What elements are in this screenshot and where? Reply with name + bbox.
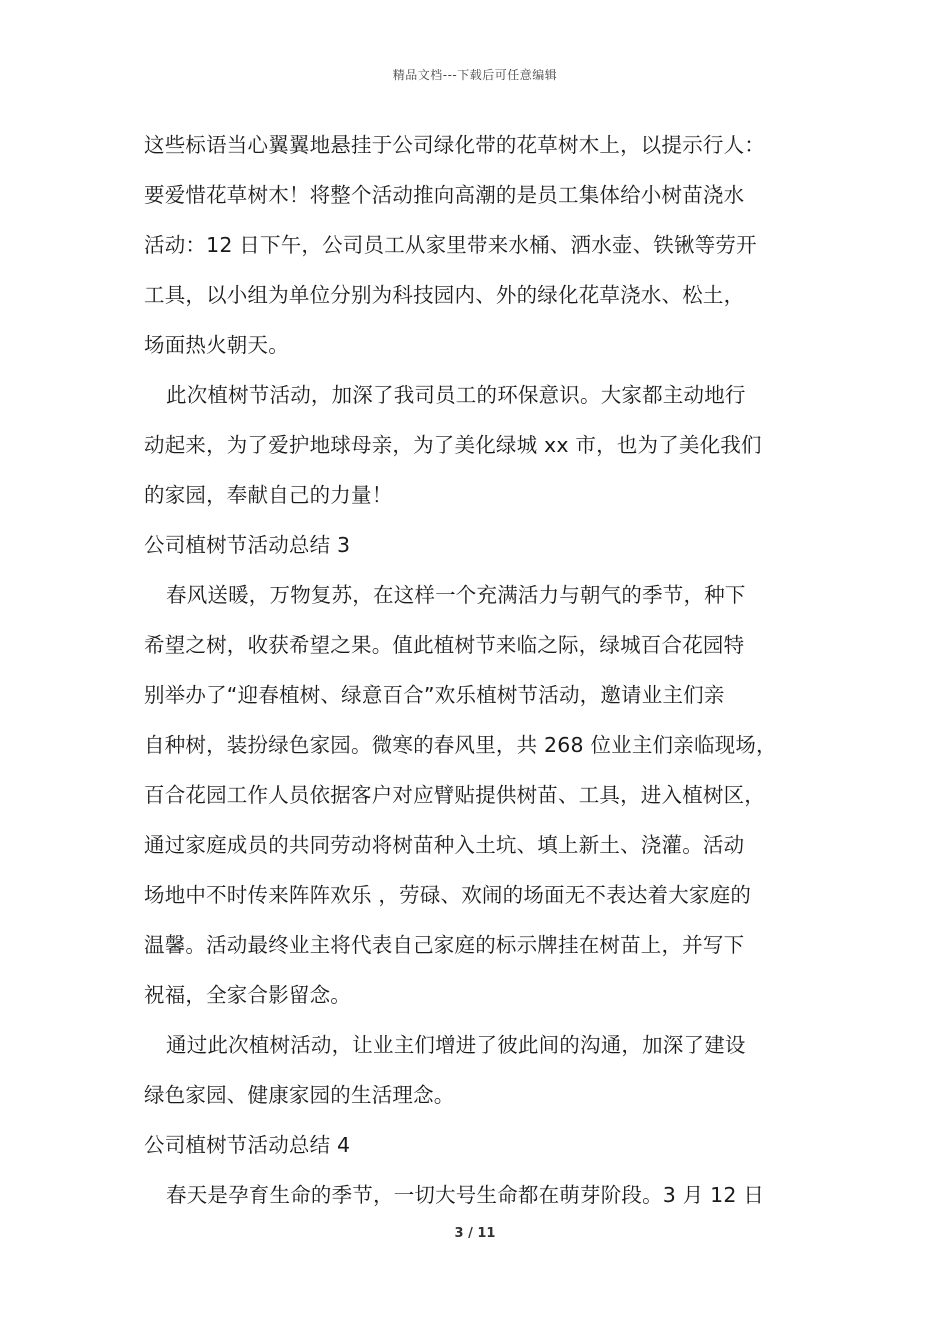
text-line: 通过此次植树活动，让业主们增进了彼此间的沟通，加深了建设 (166, 1033, 746, 1057)
page-header: 精品文档---下载后可任意编辑 (392, 68, 558, 82)
text-line: 春风送暖，万物复苏，在这样一个充满活力与朝气的季节，种下 (166, 583, 746, 607)
document-body (144, 120, 824, 1220)
text-line: 这些标语当心翼翼地悬挂于公司绿化带的花草树木上，以提示行人： (144, 133, 765, 157)
text-line: 祝福，全家合影留念。 (144, 983, 351, 1007)
text-line: 此次植树节活动，加深了我司员工的环保意识。大家都主动地行 (166, 383, 746, 407)
text-line: 春天是孕育生命的季节，一切大号生命都在萌芽阶段。3 月 12 日 (166, 1183, 765, 1207)
text-line: 别举办了“迎春植树、绿意百合”欢乐植树节活动，邀请业主们亲 (144, 683, 725, 707)
text-line: 自种树，装扮绿色家园。微寒的春风里，共 268 位业主们亲临现场， (144, 733, 777, 757)
text-line: 场地中不时传来阵阵欢乐 ，劳碌、欢闹的场面无不表达着大家庭的 (144, 883, 752, 907)
text-line: 活动：12 日下午，公司员工从家里带来水桶、洒水壶、铁锹等劳开 (144, 233, 757, 257)
text-line: 公司植树节活动总结 4 (144, 1133, 351, 1157)
page-number: 3 / 11 (454, 1226, 496, 1241)
text-line: 的家园，奉献自己的力量！ (144, 483, 393, 507)
text-line: 公司植树节活动总结 3 (144, 533, 351, 557)
text-line: 温馨。活动最终业主将代表自己家庭的标示牌挂在树苗上，并写下 (144, 933, 745, 957)
text-line: 通过家庭成员的共同劳动将树苗种入土坑、填上新土、浇灌。活动 (144, 833, 745, 857)
text-line: 动起来，为了爱护地球母亲，为了美化绿城 xx 市，也为了美化我们 (144, 433, 762, 457)
text-line: 希望之树，收获希望之果。值此植树节来临之际，绿城百合花园特 (144, 633, 745, 657)
text-line: 绿色家园、健康家园的生活理念。 (144, 1083, 455, 1107)
text-line: 工具，以小组为单位分别为科技园内、外的绿化花草浇水、松土， (144, 283, 745, 307)
text-line: 要爱惜花草树木！将整个活动推向高潮的是员工集体给小树苗浇水 (144, 183, 745, 207)
text-line: 场面热火朝天。 (144, 333, 289, 357)
text-line: 百合花园工作人员依据客户对应臂贴提供树苗、工具，进入植树区， (144, 783, 765, 807)
